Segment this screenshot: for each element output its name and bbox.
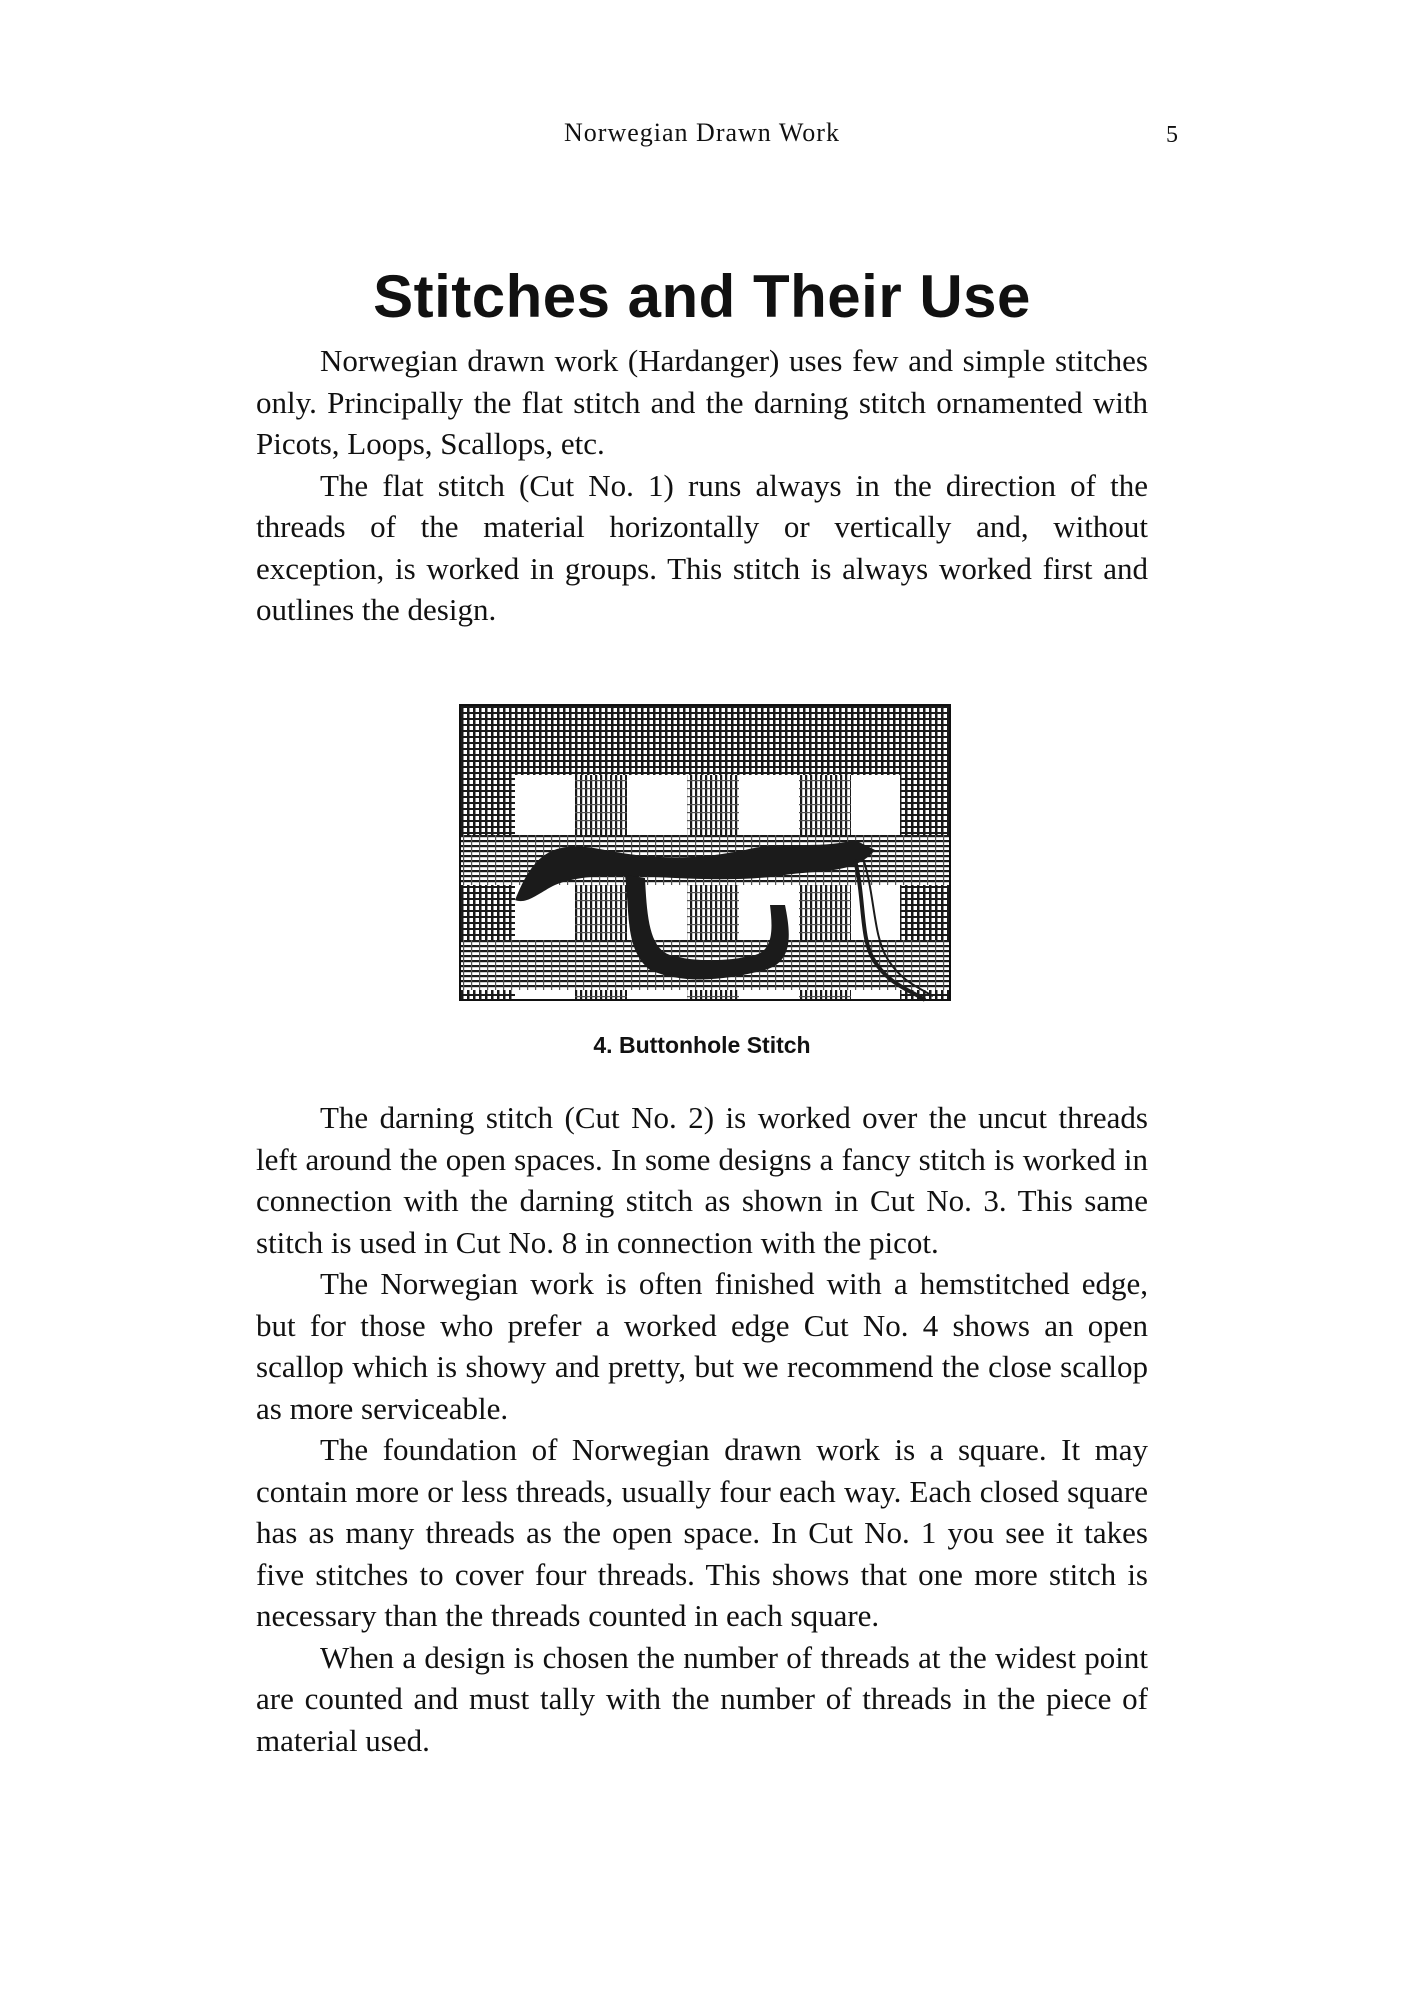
paragraph: Norwegian drawn work (Hardanger) uses few and simple stitches only. Principally the flat stitch and the darning stitch ornamented with Picots, Loops, Scallops, etc. bbox=[256, 343, 1148, 461]
paragraph: The flat stitch (Cut No. 1) runs always in the direction of the threads of the material horizontally or vertically and, without exception, is worked in groups. This stitch is always worked first and outlines the design. bbox=[256, 467, 1148, 627]
section-title: Stitches and Their Use bbox=[373, 263, 1031, 330]
page-number: 5 bbox=[1166, 122, 1178, 148]
paragraph: The foundation of Norwegian drawn work is a square. It may contain more or less threads, usually four each way. Each closed square has as many threads as the open space. In Cut No. 1 you see it takes five stitches to cover four threads. This shows that one more stitch is necessary than the threads counted in each square. bbox=[256, 1432, 1148, 1633]
figure-caption: 4. Buttonhole Stitch bbox=[593, 1032, 811, 1058]
paragraph: When a design is chosen the number of threads at the widest point are counted and must tally with the number of threads in the piece of material used. bbox=[256, 1639, 1148, 1758]
body-text-bottom bbox=[256, 1097, 1148, 1761]
running-head: Norwegian Drawn Work bbox=[564, 118, 840, 147]
paragraph: The Norwegian work is often finished with a hemstitched edge, but for those who prefer a worked edge Cut No. 4 shows an open scallop which is showy and pretty, but we recommend the close scallop as more serviceable. bbox=[256, 1266, 1148, 1426]
fabric-top-band bbox=[460, 705, 950, 775]
buttonhole-stitch-illustration bbox=[455, 700, 955, 1005]
body-text-top bbox=[256, 340, 1148, 631]
paragraph: The darning stitch (Cut No. 2) is worked over the uncut threads left around the open spaces. In some designs a fancy stitch is worked in connection with the darning stitch as shown in Cut No. 3. This same stitch is used in Cut No. 8 in connection with the picot. bbox=[256, 1100, 1148, 1260]
